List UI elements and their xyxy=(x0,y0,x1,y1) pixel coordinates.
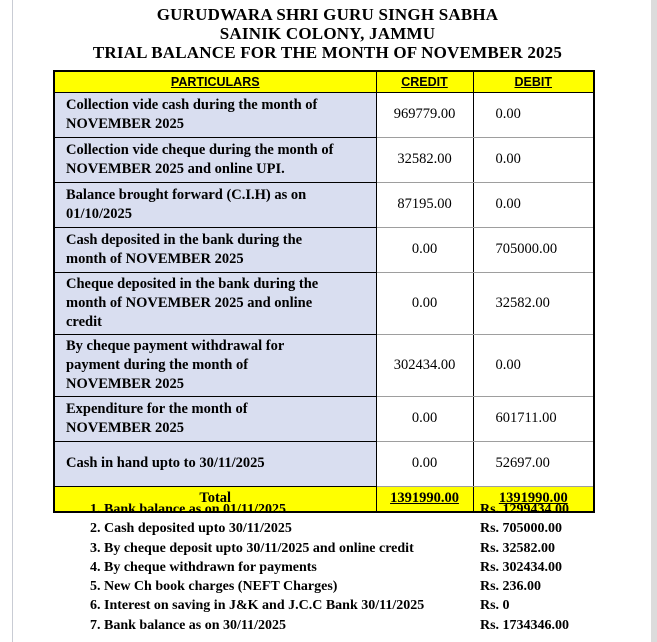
note-label: 5. New Ch book charges (NEFT Charges) xyxy=(90,579,338,595)
note-row xyxy=(90,541,620,560)
debit-value-cell: 32582.00 xyxy=(473,272,594,334)
summary-notes-list xyxy=(90,502,620,637)
total-debit-value: 1391990.00 xyxy=(498,490,568,507)
table-row xyxy=(54,182,594,227)
credit-value-cell: 0.00 xyxy=(376,227,473,272)
note-amount: Rs. 302434.00 xyxy=(480,559,563,575)
note-label: 3. By cheque deposit upto 30/11/2025 and online credit xyxy=(90,540,414,556)
debit-value-cell: 52697.00 xyxy=(473,441,594,486)
trial-balance-table xyxy=(53,70,595,513)
table-row xyxy=(54,137,594,182)
particulars-cell: Collection vide cheque during the month of NOVEMBER 2025 and online UPI. xyxy=(54,137,376,182)
column-header-debit: DEBIT xyxy=(473,71,594,92)
note-label: 4. By cheque withdrawn for payments xyxy=(90,559,317,575)
note-amount: Rs. 0 xyxy=(480,598,510,614)
credit-value-cell: 32582.00 xyxy=(376,137,473,182)
note-amount: Rs. 1299434.00 xyxy=(480,502,570,517)
note-row xyxy=(90,618,620,637)
note-amount: Rs. 32582.00 xyxy=(480,540,556,556)
org-location-title: SAINIK COLONY, JAMMU xyxy=(219,24,436,43)
particulars-cell: Cash deposited in the bank during the month of NOVEMBER 2025 xyxy=(54,227,376,272)
note-amount: Rs. 1734346.00 xyxy=(480,617,570,633)
note-row xyxy=(90,502,620,521)
note-amount: Rs. 236.00 xyxy=(480,579,542,595)
debit-value-cell: 705000.00 xyxy=(473,227,594,272)
debit-value-cell: 0.00 xyxy=(473,92,594,137)
note-row xyxy=(90,579,620,598)
debit-value-cell: 601711.00 xyxy=(473,396,594,441)
note-label: 6. Interest on saving in J&K and J.C.C Bank 30/11/2025 xyxy=(90,598,425,614)
document-title-block xyxy=(20,5,635,62)
credit-value-cell: 302434.00 xyxy=(376,334,473,396)
credit-value-cell: 969779.00 xyxy=(376,92,473,137)
particulars-cell: Cash in hand upto to 30/11/2025 xyxy=(54,441,376,486)
table-header-row xyxy=(54,71,594,92)
column-header-credit: CREDIT xyxy=(376,71,473,92)
debit-value-cell: 0.00 xyxy=(473,182,594,227)
particulars-cell: Expenditure for the month of NOVEMBER 2025 xyxy=(54,396,376,441)
particulars-cell: Collection vide cash during the month of NOVEMBER 2025 xyxy=(54,92,376,137)
org-name-title: GURUDWARA SHRI GURU SINGH SABHA xyxy=(156,5,499,24)
credit-value-cell: 87195.00 xyxy=(376,182,473,227)
table-body xyxy=(54,92,594,486)
scrollbar-track[interactable] xyxy=(651,0,657,642)
table-row xyxy=(54,441,594,486)
table-row xyxy=(54,227,594,272)
credit-value-cell: 0.00 xyxy=(376,272,473,334)
column-header-particulars: PARTICULARS xyxy=(54,71,376,92)
particulars-cell: Cheque deposited in the bank during the month of NOVEMBER 2025 and online credit xyxy=(54,272,376,334)
credit-value-cell: 0.00 xyxy=(376,441,473,486)
note-row xyxy=(90,560,620,579)
debit-value-cell: 0.00 xyxy=(473,137,594,182)
note-label: 1. Bank balance as on 01/11/2025 xyxy=(90,502,287,517)
note-row xyxy=(90,598,620,617)
page-edge-line xyxy=(12,0,13,642)
table-row xyxy=(54,334,594,396)
note-amount: Rs. 705000.00 xyxy=(480,521,563,537)
note-label: 2. Cash deposited upto 30/11/2025 xyxy=(90,521,292,537)
table-row xyxy=(54,272,594,334)
note-row xyxy=(90,521,620,540)
note-label: 7. Bank balance as on 30/11/2025 xyxy=(90,617,287,633)
debit-value-cell: 0.00 xyxy=(473,334,594,396)
report-title: TRIAL BALANCE FOR THE MONTH OF NOVEMBER 2025 xyxy=(92,43,563,62)
total-credit-value: 1391990.00 xyxy=(390,490,459,507)
table-row xyxy=(54,396,594,441)
particulars-cell: By cheque payment withdrawal for payment during the month of NOVEMBER 2025 xyxy=(54,334,376,396)
total-label-cell: Total xyxy=(54,486,376,512)
table-row xyxy=(54,92,594,137)
credit-value-cell: 0.00 xyxy=(376,396,473,441)
particulars-cell: Balance brought forward (C.I.H) as on 01/10/2025 xyxy=(54,182,376,227)
